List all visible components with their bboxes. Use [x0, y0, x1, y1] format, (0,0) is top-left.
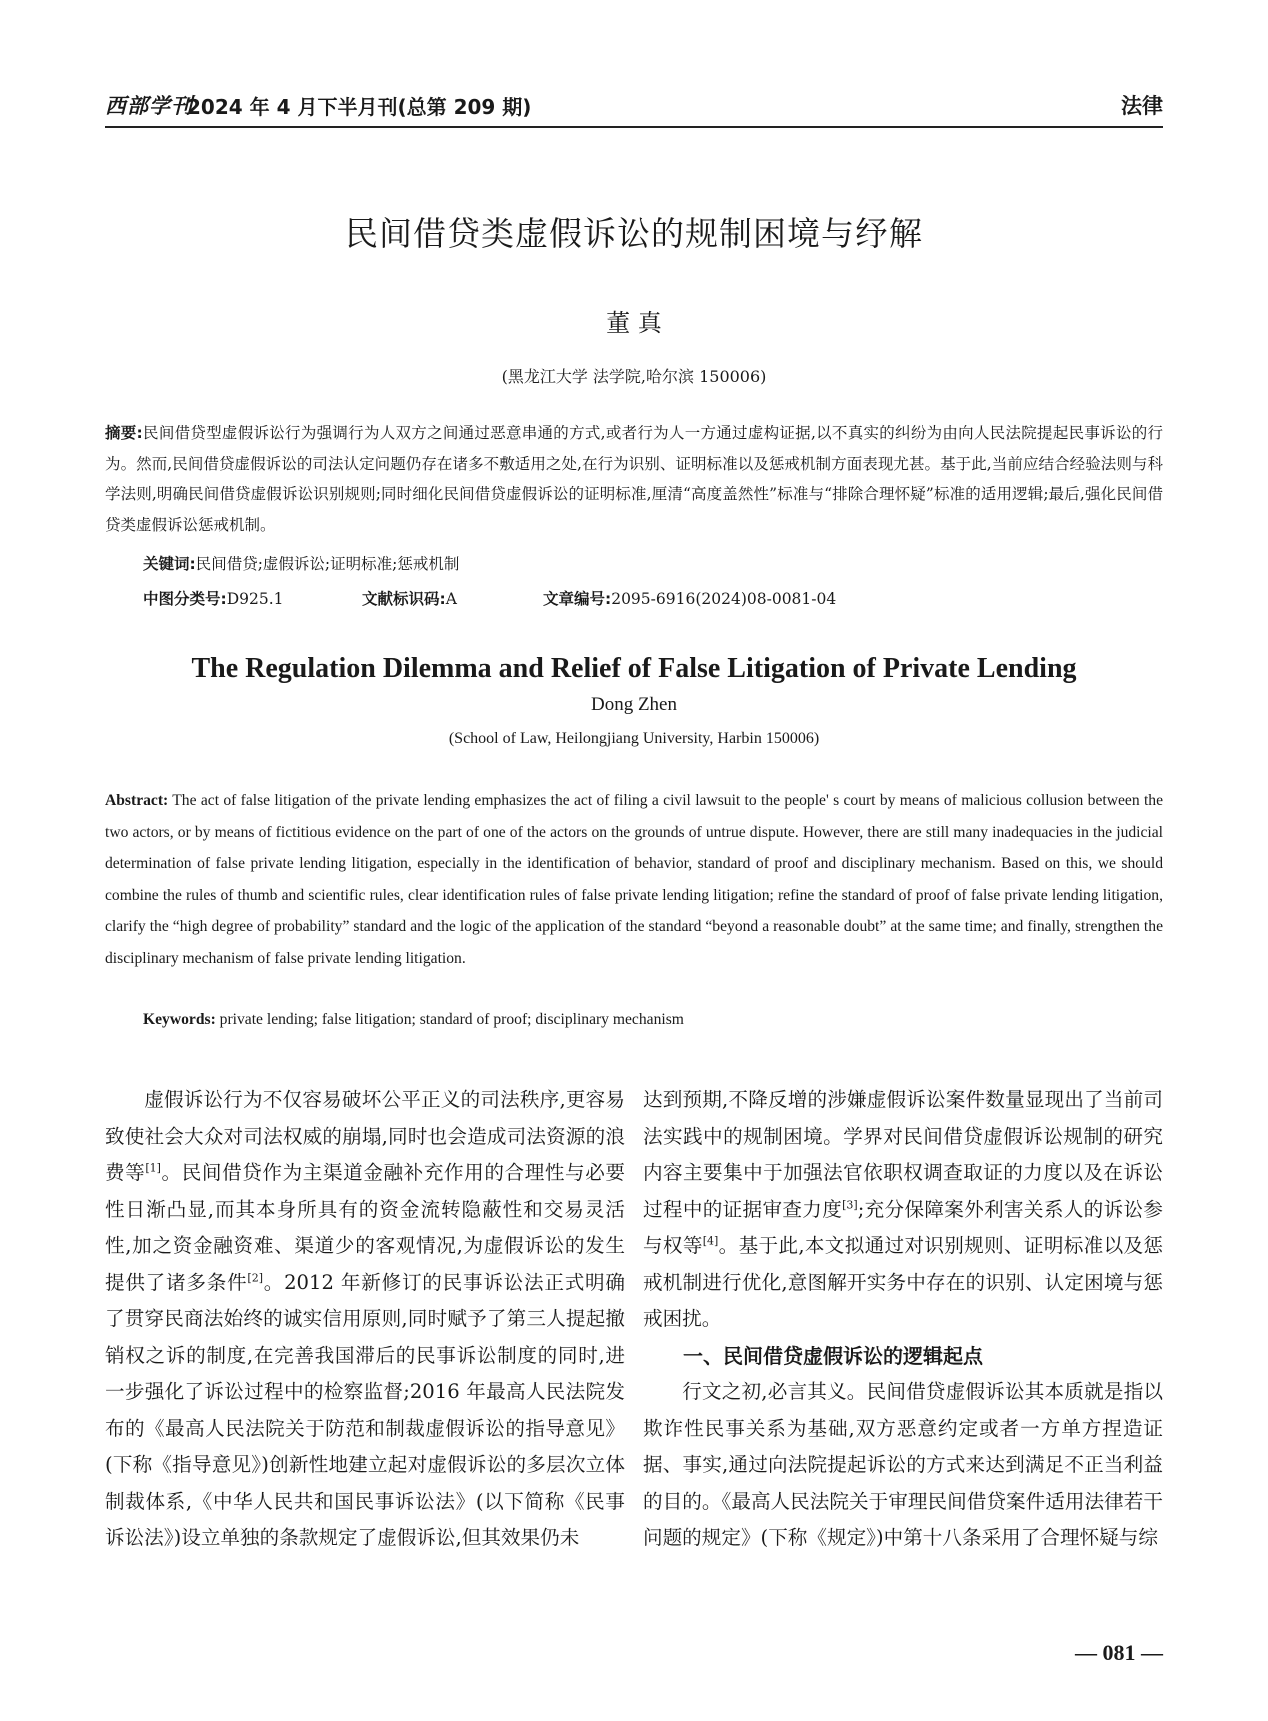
keywords-cn-text: 民间借贷;虚假诉讼;证明标准;惩戒机制	[195, 555, 460, 573]
running-header	[105, 88, 1163, 128]
body-paragraph: 行文之初,必言其义。民间借贷虚假诉讼其本质就是指以欺诈性民事关系为基础,双方恶意约定或者一方单方捏造证据、事实,通过向法院提起诉讼的方式来达到满足不正当利益的目的。《最高人民法院关于审理民间借贷案件适用法律若干问题的规定》(下称《规定》)中第十八条采用了合理怀疑与综	[643, 1380, 1163, 1549]
article-title-en: The Regulation Dilemma and Relief of False Litigation of Private Lending	[191, 653, 1077, 684]
doc-code-label: 文献标识码:	[362, 590, 446, 608]
author-cn: 董 真	[606, 309, 662, 337]
body-text: 。基于此,本文拟通过对识别规则、证明标准以及惩戒机制进行优化,意图解开实务中存在的识别、认定困境与惩戒困扰。	[643, 1234, 1164, 1330]
body-text: ;充分保障案外利害关系人的诉讼参与权等	[643, 1197, 1163, 1257]
body-paragraph	[105, 1082, 625, 1557]
abstract-en	[105, 785, 1163, 975]
article-title-cn: 民间借贷类虚假诉讼的规制困境与纾解	[345, 214, 923, 253]
clc-value: D925.1	[226, 590, 284, 608]
body-column-right	[643, 1082, 1163, 1557]
abstract-en-text: The act of false litigation of the private lending emphasizes the act of filing a civil lawsuit to the people' s court by means of malicious collusion between the two actors, or by means of fictitious evidence on the part of one of the actors on the grounds of untrue dispute. However, there are still many inadequacies in the judicial determination of false private lending litigation, especially in the identification of behavior, standard of proof and disciplinary mechanism. Based on this, we should combine the rules of thumb and scientific rules, clear identification rules of false private lending litigation; refine the standard of proof of false private lending litigation, clarify the “high degree of probability” standard and the logic of the application of the standard “beyond a reasonable doubt” at the same time; and finally, strengthen the disciplinary mechanism of false private lending litigation.	[105, 792, 1163, 967]
keywords-en-text: private lending; false litigation; standard of proof; disciplinary mechanism	[219, 1011, 684, 1028]
abstract-cn-text: 民间借贷型虚假诉讼行为强调行为人双方之间通过恶意串通的方式,或者行为人一方通过虚构证据,以不真实的纠纷为由向人民法院提起民事诉讼的行为。然而,民间借贷虚假诉讼的司法认定问题仍存在诸多不敷适用之处,在行为识别、证明标准以及惩戒机制方面表现尤甚。基于此,当前应结合经验法则与科学法则,明确民间借贷虚假诉讼识别规则;同时细化民间借贷虚假诉讼的证明标准,厘清“高度盖然性”标准与“排除合理怀疑”标准的适用逻辑;最后,强化民间借贷类虚假诉讼惩戒机制。	[105, 424, 1164, 534]
affiliation-cn: (黑龙江大学 法学院,哈尔滨 150006)	[501, 367, 767, 386]
body-paragraph	[643, 1082, 1163, 1338]
page-number: — 081 —	[1075, 1640, 1163, 1665]
citation-ref[interactable]: [1]	[145, 1161, 161, 1175]
keywords-en	[143, 1011, 684, 1029]
clc-label: 中图分类号:	[143, 590, 227, 608]
journal-logo: 西部学刊	[105, 93, 193, 118]
affiliation-en: (School of Law, Heilongjiang University, Harbin 150006)	[448, 730, 820, 747]
keywords-cn	[143, 552, 459, 574]
body-text: 达到预期,不降反增的涉嫌虚假诉讼案件数量显现出了当前司法实践中的规制困境。学界对民间借贷虚假诉讼规制的研究内容主要集中于加强法官依职权调查取证的力度以及在诉讼过程中的证据审查力度	[643, 1088, 1163, 1221]
body-text: 虚假诉讼行为不仅容易破坏公平正义的司法秩序,更容易致使社会大众对司法权威的崩塌,同时也会造成司法资源的浪费等	[105, 1088, 625, 1184]
section-heading: 一、民间借贷虚假诉讼的逻辑起点	[683, 1343, 983, 1368]
body-text: 。民间借贷作为主渠道金融补充作用的合理性与必要性日渐凸显,而其本身所具有的资金流转隐蔽性和交易灵活性,加之资金融资难、渠道少的客观情况,为虚假诉讼的发生提供了诸多条件	[105, 1161, 626, 1294]
keywords-en-label: Keywords:	[143, 1011, 216, 1028]
abstract-en-label: Abstract:	[105, 792, 169, 809]
article-number	[543, 587, 836, 609]
keywords-cn-label: 关键词:	[143, 555, 196, 573]
document-code	[362, 587, 457, 609]
abstract-cn	[105, 418, 1163, 540]
abstract-cn-label: 摘要:	[105, 424, 143, 442]
article-number-label: 文章编号:	[543, 590, 612, 608]
article-number-value: 2095-6916(2024)08-0081-04	[611, 590, 837, 608]
issue-info: 2024 年 4 月下半月刊(总第 209 期)	[187, 95, 532, 119]
body-text: 。2012 年新修订的民事诉讼法正式明确了贯穿民商法始终的诚实信用原则,同时赋予了第三人提起撤销权之诉的制度,在完善我国滞后的民事诉讼制度的同时,进一步强化了诉讼过程中的检察监督;2016 年最高人民法院发布的《最高人民法院关于防范和制裁虚假诉讼的指导意见》(下称《指导意见》)创新性地建立起对虚假诉讼的多层次立体制裁体系,《中华人民共和国民事诉讼法》(以下简称《民事诉讼法》)设立单独的条款规定了虚假诉讼,但其效果仍未	[105, 1270, 625, 1549]
clc-number	[143, 587, 284, 609]
body-column-left	[105, 1082, 625, 1557]
author-en: Dong Zhen	[590, 694, 677, 715]
doc-code-value: A	[445, 590, 457, 608]
citation-ref[interactable]: [3]	[842, 1197, 858, 1211]
citation-ref[interactable]: [4]	[702, 1234, 719, 1248]
section-label: 法律	[1121, 94, 1163, 118]
citation-ref[interactable]: [2]	[247, 1270, 263, 1284]
